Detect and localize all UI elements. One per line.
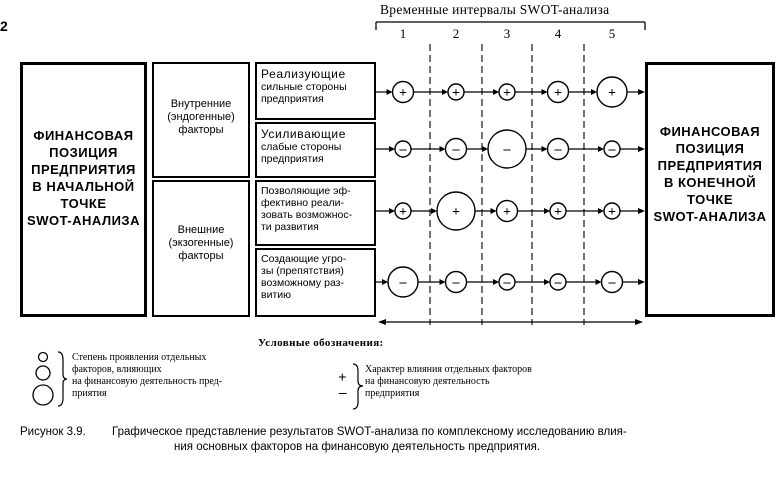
- internal-factors-line: факторы: [178, 124, 224, 136]
- interval-number: 1: [399, 26, 407, 41]
- influence-sign: +: [554, 205, 562, 220]
- figure-caption-line: Графическое представление результатов SWOT-анализа по комплексному исследованию влия-: [112, 426, 627, 438]
- flow-arrow-head: [493, 89, 499, 95]
- legend-circles-line: факторов, влияющих: [72, 364, 162, 375]
- flow-arrow-head: [542, 146, 548, 152]
- bottom-arrow-head: [635, 319, 643, 325]
- flow-arrow-head: [491, 208, 497, 214]
- factor-label: Позволяющие эф-: [261, 185, 351, 197]
- external-factors-line: Внешние: [177, 224, 225, 236]
- factor-label: Реализующие: [261, 67, 346, 81]
- influence-sign: –: [399, 142, 407, 157]
- initial-position-line: ПОЗИЦИЯ: [49, 145, 118, 160]
- legend-circles-line: приятия: [72, 388, 107, 399]
- figure-label: Рисунок 3.9.: [20, 426, 86, 438]
- flow-arrow-head: [482, 146, 488, 152]
- final-position-line: ПРЕДПРИЯТИЯ: [657, 158, 763, 173]
- flow-arrow-head: [638, 89, 645, 95]
- initial-position-line: ФИНАНСОВАЯ: [33, 128, 134, 143]
- factor-label: ти развития: [261, 221, 319, 233]
- flow-arrow-head: [493, 279, 499, 285]
- influence-sign: +: [399, 205, 407, 220]
- legend-signs-line: Характер влияния отдельных факторов: [365, 364, 532, 375]
- initial-position-line: В НАЧАЛЬНОЙ: [32, 179, 135, 194]
- legend-signs-text: [365, 364, 532, 400]
- legend-minus-sign: –: [339, 385, 347, 401]
- interval-number: 4: [554, 26, 562, 41]
- interval-number: 2: [452, 26, 460, 41]
- figure-caption: [112, 425, 780, 455]
- initial-position-line: ТОЧКЕ: [60, 196, 107, 211]
- influence-sign: +: [608, 205, 616, 220]
- flow-arrow-head: [638, 279, 645, 285]
- influence-sign: +: [452, 205, 460, 220]
- flow-arrow-head: [638, 208, 645, 214]
- final-position-line: В КОНЕЧНОЙ: [663, 175, 757, 190]
- flow-arrow-head: [591, 89, 597, 95]
- legend-circles-line: Степень проявления отдельных: [72, 352, 207, 363]
- legend-signs-line: предприятия: [365, 388, 420, 399]
- influence-sign: –: [399, 275, 407, 290]
- final-position-line: ПОЗИЦИЯ: [675, 141, 745, 156]
- interval-number: 3: [503, 26, 511, 41]
- final-position-line: ФИНАНСОВАЯ: [659, 124, 761, 139]
- influence-sign: –: [452, 275, 460, 290]
- factor-label: предприятия: [261, 153, 324, 165]
- flow-arrow-head: [382, 279, 388, 285]
- legend-circles-line: на финансовую деятельность пред-: [72, 376, 223, 387]
- final-position-line: ТОЧКЕ: [687, 192, 733, 207]
- interval-number: 5: [608, 26, 616, 41]
- factor-label: зовать возможнос-: [261, 209, 353, 221]
- factor-label: предприятия: [261, 93, 324, 105]
- internal-factors-line: Внутренние: [170, 98, 232, 110]
- external-factors-line: факторы: [178, 250, 224, 262]
- flow-arrow-head: [389, 146, 395, 152]
- influence-sign: +: [503, 86, 511, 101]
- influence-sign: –: [554, 275, 562, 290]
- factor-label: возможному раз-: [261, 277, 344, 289]
- influence-sign: –: [608, 275, 616, 290]
- legend-circles-icon: [28, 350, 68, 410]
- legend-plus-sign: +: [338, 370, 347, 386]
- flow-arrow-head: [542, 89, 548, 95]
- legend-title: Условные обозначения:: [258, 337, 384, 349]
- influence-sign: +: [399, 86, 407, 101]
- final-position-line: SWOT-АНАЛИЗА: [653, 209, 767, 224]
- legend-circles-text: [72, 352, 222, 400]
- legend-signs-line: на финансовую деятельность: [365, 376, 490, 387]
- flow-arrow-head: [598, 208, 604, 214]
- internal-factors-line: (эндогенные): [167, 111, 235, 123]
- influence-sign: +: [503, 205, 511, 220]
- flow-arrow-head: [598, 146, 604, 152]
- factor-label: Создающие угро-: [261, 253, 347, 265]
- influence-sign: +: [608, 86, 616, 101]
- influence-sign: +: [452, 86, 460, 101]
- bottom-arrow-head: [378, 319, 386, 325]
- intervals-title: Временные интервалы SWOT-анализа: [380, 2, 610, 17]
- initial-position-line: SWOT-АНАЛИЗА: [27, 213, 140, 228]
- flow-arrow-head: [596, 279, 602, 285]
- legend-signs-brace: [351, 362, 365, 412]
- initial-position-line: ПРЕДПРИЯТИЯ: [31, 162, 136, 177]
- flow-arrow-head: [440, 279, 446, 285]
- influence-sign: –: [608, 142, 616, 157]
- flow-arrow-head: [544, 279, 550, 285]
- factor-label: сильные стороны: [261, 81, 347, 93]
- factor-label: витию: [261, 289, 291, 301]
- influence-sign: +: [554, 86, 562, 101]
- flow-arrow-head: [389, 208, 395, 214]
- influence-sign: –: [503, 275, 511, 290]
- flow-arrow-head: [638, 146, 645, 152]
- flow-arrow-head: [442, 89, 448, 95]
- figure-caption-line: ния основных факторов на финансовую деятельность предприятия.: [174, 441, 541, 453]
- factor-label: зы (препятствия): [261, 265, 344, 277]
- factor-label: слабые стороны: [261, 141, 342, 153]
- flow-arrow-head: [431, 208, 437, 214]
- flow-arrow-head: [544, 208, 550, 214]
- flow-arrow-head: [440, 146, 446, 152]
- influence-sign: –: [503, 142, 511, 157]
- influence-sign: –: [554, 142, 562, 157]
- corner-mark: 2: [0, 18, 8, 34]
- flow-arrow-head: [387, 89, 393, 95]
- factor-label: фективно реали-: [261, 197, 345, 209]
- influence-sign: –: [452, 142, 460, 157]
- external-factors-line: (экзогенные): [168, 237, 234, 249]
- factor-label: Усиливающие: [261, 127, 346, 141]
